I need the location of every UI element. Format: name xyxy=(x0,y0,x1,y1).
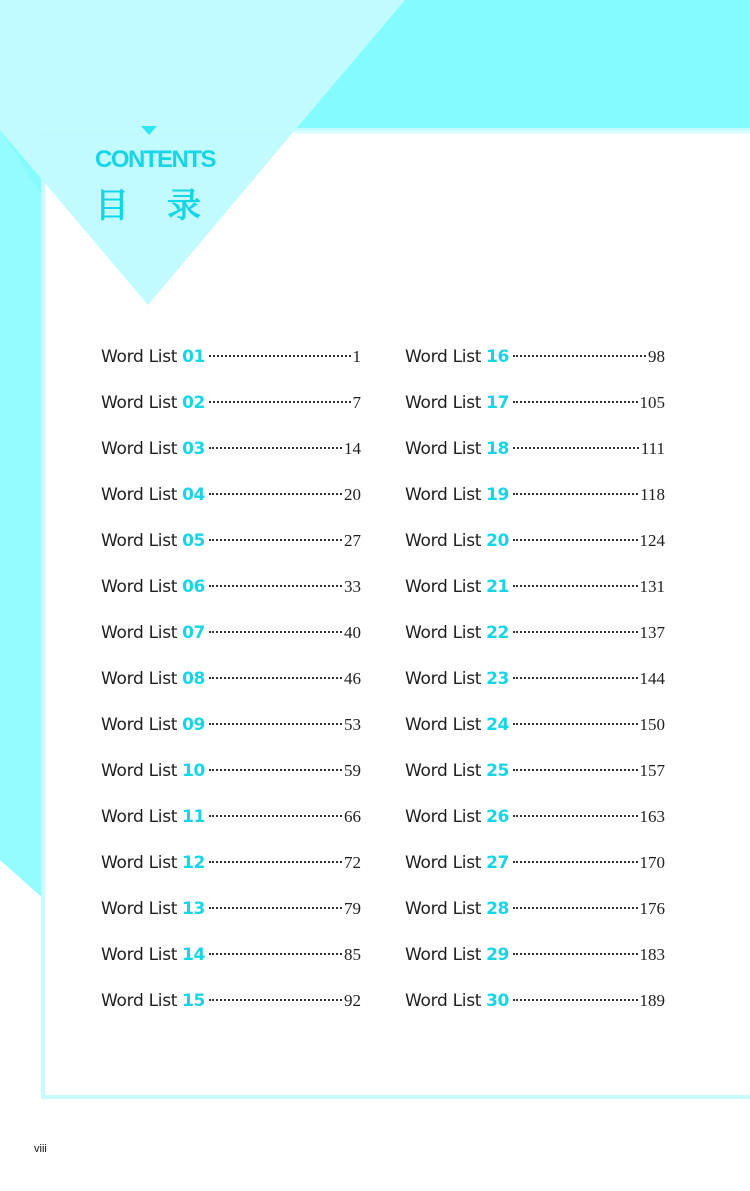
toc-entry[interactable] xyxy=(101,938,361,984)
toc-entry-number: 28 xyxy=(486,899,509,919)
toc-entry-number: 23 xyxy=(486,669,509,689)
dot-leader xyxy=(513,539,638,541)
toc-entry-number: 18 xyxy=(486,439,509,459)
toc-entry[interactable] xyxy=(101,340,361,386)
toc-entry-page: 157 xyxy=(639,761,665,780)
dot-leader xyxy=(209,539,342,541)
toc-entry[interactable] xyxy=(101,662,361,708)
dot-leader xyxy=(513,447,639,449)
toc-entry-page: 1 xyxy=(352,347,361,366)
dot-leader xyxy=(513,677,638,679)
toc-entry-label: Word List xyxy=(405,899,482,919)
toc-entry-label: Word List xyxy=(101,623,178,643)
toc-entry[interactable] xyxy=(405,570,665,616)
toc-entry[interactable] xyxy=(101,524,361,570)
toc-entry[interactable] xyxy=(405,892,665,938)
toc-entry-label: Word List xyxy=(405,623,482,643)
toc-entry-number: 21 xyxy=(486,577,509,597)
toc-entry[interactable] xyxy=(405,616,665,662)
toc-entry-number: 04 xyxy=(182,485,205,505)
toc-entry-page: 7 xyxy=(352,393,361,412)
toc-entry-label: Word List xyxy=(101,485,178,505)
dot-leader xyxy=(209,769,342,771)
dot-leader xyxy=(209,493,342,495)
toc-entry-number: 16 xyxy=(486,347,509,367)
toc-entry-label: Word List xyxy=(101,853,178,873)
toc-entry-label: Word List xyxy=(101,393,178,413)
toc-entry-page: 53 xyxy=(344,715,361,734)
dot-leader xyxy=(513,723,638,725)
toc-entry-page: 118 xyxy=(640,485,665,504)
toc-entry[interactable] xyxy=(405,800,665,846)
toc-entry-number: 12 xyxy=(182,853,205,873)
toc-entry-label: Word List xyxy=(405,577,482,597)
dot-leader xyxy=(209,585,342,587)
toc-entry-number: 17 xyxy=(486,393,509,413)
toc-entry-number: 02 xyxy=(182,393,205,413)
dot-leader xyxy=(209,631,342,633)
toc-entry-page: 137 xyxy=(639,623,665,642)
toc-entry-label: Word List xyxy=(405,945,482,965)
toc-entry-page: 66 xyxy=(344,807,361,826)
toc-entry-page: 79 xyxy=(344,899,361,918)
dot-leader xyxy=(513,999,638,1001)
toc-entry-page: 27 xyxy=(344,531,361,550)
toc-entry-number: 22 xyxy=(486,623,509,643)
toc-entry[interactable] xyxy=(101,478,361,524)
toc-entry[interactable] xyxy=(101,800,361,846)
toc-entry-label: Word List xyxy=(405,485,482,505)
toc-entry[interactable] xyxy=(101,846,361,892)
toc-entry-page: 176 xyxy=(639,899,665,918)
dot-leader xyxy=(513,815,638,817)
toc-entry-page: 170 xyxy=(639,853,665,872)
toc-entry-page: 46 xyxy=(344,669,361,688)
dot-leader xyxy=(513,355,646,357)
toc-entry[interactable] xyxy=(101,432,361,478)
toc-entry-page: 163 xyxy=(639,807,665,826)
dot-leader xyxy=(209,447,342,449)
toc-entry-label: Word List xyxy=(101,669,178,689)
toc-entry[interactable] xyxy=(405,340,665,386)
dot-leader xyxy=(513,861,638,863)
toc-entry-page: 124 xyxy=(639,531,665,550)
toc-entry-page: 189 xyxy=(639,991,665,1010)
toc-entry-number: 26 xyxy=(486,807,509,827)
toc-entry-number: 07 xyxy=(182,623,205,643)
toc-entry[interactable] xyxy=(405,386,665,432)
toc-entry-label: Word List xyxy=(405,715,482,735)
dot-leader xyxy=(209,815,342,817)
toc-entry-number: 25 xyxy=(486,761,509,781)
dot-leader xyxy=(209,401,351,403)
toc-entry[interactable] xyxy=(101,708,361,754)
toc-entry[interactable] xyxy=(101,386,361,432)
toc-entry-label: Word List xyxy=(405,807,482,827)
toc-entry-label: Word List xyxy=(101,439,178,459)
toc-entry-label: Word List xyxy=(405,393,482,413)
toc-entry-number: 10 xyxy=(182,761,205,781)
toc-entry-page: 111 xyxy=(640,439,665,458)
toc-entry-label: Word List xyxy=(101,991,178,1011)
down-triangle-icon xyxy=(141,126,157,135)
toc-entry[interactable] xyxy=(405,478,665,524)
toc-entry[interactable] xyxy=(405,432,665,478)
dot-leader xyxy=(209,953,342,955)
page-number: viii xyxy=(34,1143,47,1155)
toc-entry-page: 98 xyxy=(648,347,665,366)
toc-entry-label: Word List xyxy=(101,715,178,735)
contents-title: CONTENTS xyxy=(95,146,215,173)
dot-leader xyxy=(209,677,342,679)
toc-entry-page: 40 xyxy=(344,623,361,642)
toc-entry-page: 131 xyxy=(639,577,665,596)
toc-entry-number: 11 xyxy=(182,807,205,827)
toc-entry-label: Word List xyxy=(405,347,482,367)
toc-right-column xyxy=(405,340,665,1030)
dot-leader xyxy=(209,907,342,909)
toc-entry-number: 14 xyxy=(182,945,205,965)
dot-leader xyxy=(209,723,342,725)
toc-entry-label: Word List xyxy=(405,439,482,459)
toc-entry[interactable] xyxy=(405,662,665,708)
toc-entry-number: 15 xyxy=(182,991,205,1011)
toc-entry-page: 150 xyxy=(639,715,665,734)
toc-entry-number: 05 xyxy=(182,531,205,551)
toc-entry[interactable] xyxy=(405,754,665,800)
toc-entry-label: Word List xyxy=(101,761,178,781)
toc-entry-label: Word List xyxy=(101,577,178,597)
toc-entry-page: 59 xyxy=(344,761,361,780)
toc-entry-number: 24 xyxy=(486,715,509,735)
dot-leader xyxy=(209,355,351,357)
toc-entry-number: 03 xyxy=(182,439,205,459)
toc-entry-label: Word List xyxy=(101,899,178,919)
toc-entry-number: 09 xyxy=(182,715,205,735)
toc-entry-number: 01 xyxy=(182,347,205,367)
chinese-title: 目录 xyxy=(95,186,239,226)
toc-entry-number: 13 xyxy=(182,899,205,919)
toc-entry-number: 06 xyxy=(182,577,205,597)
toc-entry[interactable] xyxy=(405,524,665,570)
dot-leader xyxy=(209,999,342,1001)
toc-entry-label: Word List xyxy=(405,991,482,1011)
toc-entry-label: Word List xyxy=(405,761,482,781)
toc-entry-number: 30 xyxy=(486,991,509,1011)
toc-entry-page: 20 xyxy=(344,485,361,504)
dot-leader xyxy=(513,907,638,909)
dot-leader xyxy=(513,769,638,771)
toc-entry-label: Word List xyxy=(101,945,178,965)
toc-entry-number: 20 xyxy=(486,531,509,551)
toc-entry-page: 183 xyxy=(639,945,665,964)
toc-entry[interactable] xyxy=(101,754,361,800)
dot-leader xyxy=(513,585,638,587)
toc-entry[interactable] xyxy=(405,938,665,984)
toc-entry-page: 85 xyxy=(344,945,361,964)
toc-entry-number: 27 xyxy=(486,853,509,873)
toc-entry[interactable] xyxy=(101,616,361,662)
toc-entry-page: 105 xyxy=(639,393,665,412)
toc-entry-label: Word List xyxy=(405,531,482,551)
dot-leader xyxy=(513,953,638,955)
toc-entry-number: 19 xyxy=(486,485,509,505)
toc-entry-page: 144 xyxy=(639,669,665,688)
toc-entry-page: 92 xyxy=(344,991,361,1010)
toc-entry-number: 29 xyxy=(486,945,509,965)
toc-entry[interactable] xyxy=(405,846,665,892)
dot-leader xyxy=(513,493,638,495)
dot-leader xyxy=(209,861,342,863)
dot-leader xyxy=(513,401,638,403)
dot-leader xyxy=(513,631,638,633)
toc-entry[interactable] xyxy=(405,708,665,754)
toc-entry[interactable] xyxy=(405,984,665,1030)
toc-entry-label: Word List xyxy=(101,807,178,827)
toc-entry-label: Word List xyxy=(405,853,482,873)
toc-entry-label: Word List xyxy=(405,669,482,689)
toc-entry[interactable] xyxy=(101,570,361,616)
toc-entry-number: 08 xyxy=(182,669,205,689)
toc-entry[interactable] xyxy=(101,892,361,938)
toc-entry-label: Word List xyxy=(101,347,178,367)
toc-entry[interactable] xyxy=(101,984,361,1030)
toc-entry-page: 14 xyxy=(344,439,361,458)
toc-entry-label: Word List xyxy=(101,531,178,551)
toc-entry-page: 33 xyxy=(344,577,361,596)
toc-left-column xyxy=(101,340,361,1030)
toc-entry-page: 72 xyxy=(344,853,361,872)
